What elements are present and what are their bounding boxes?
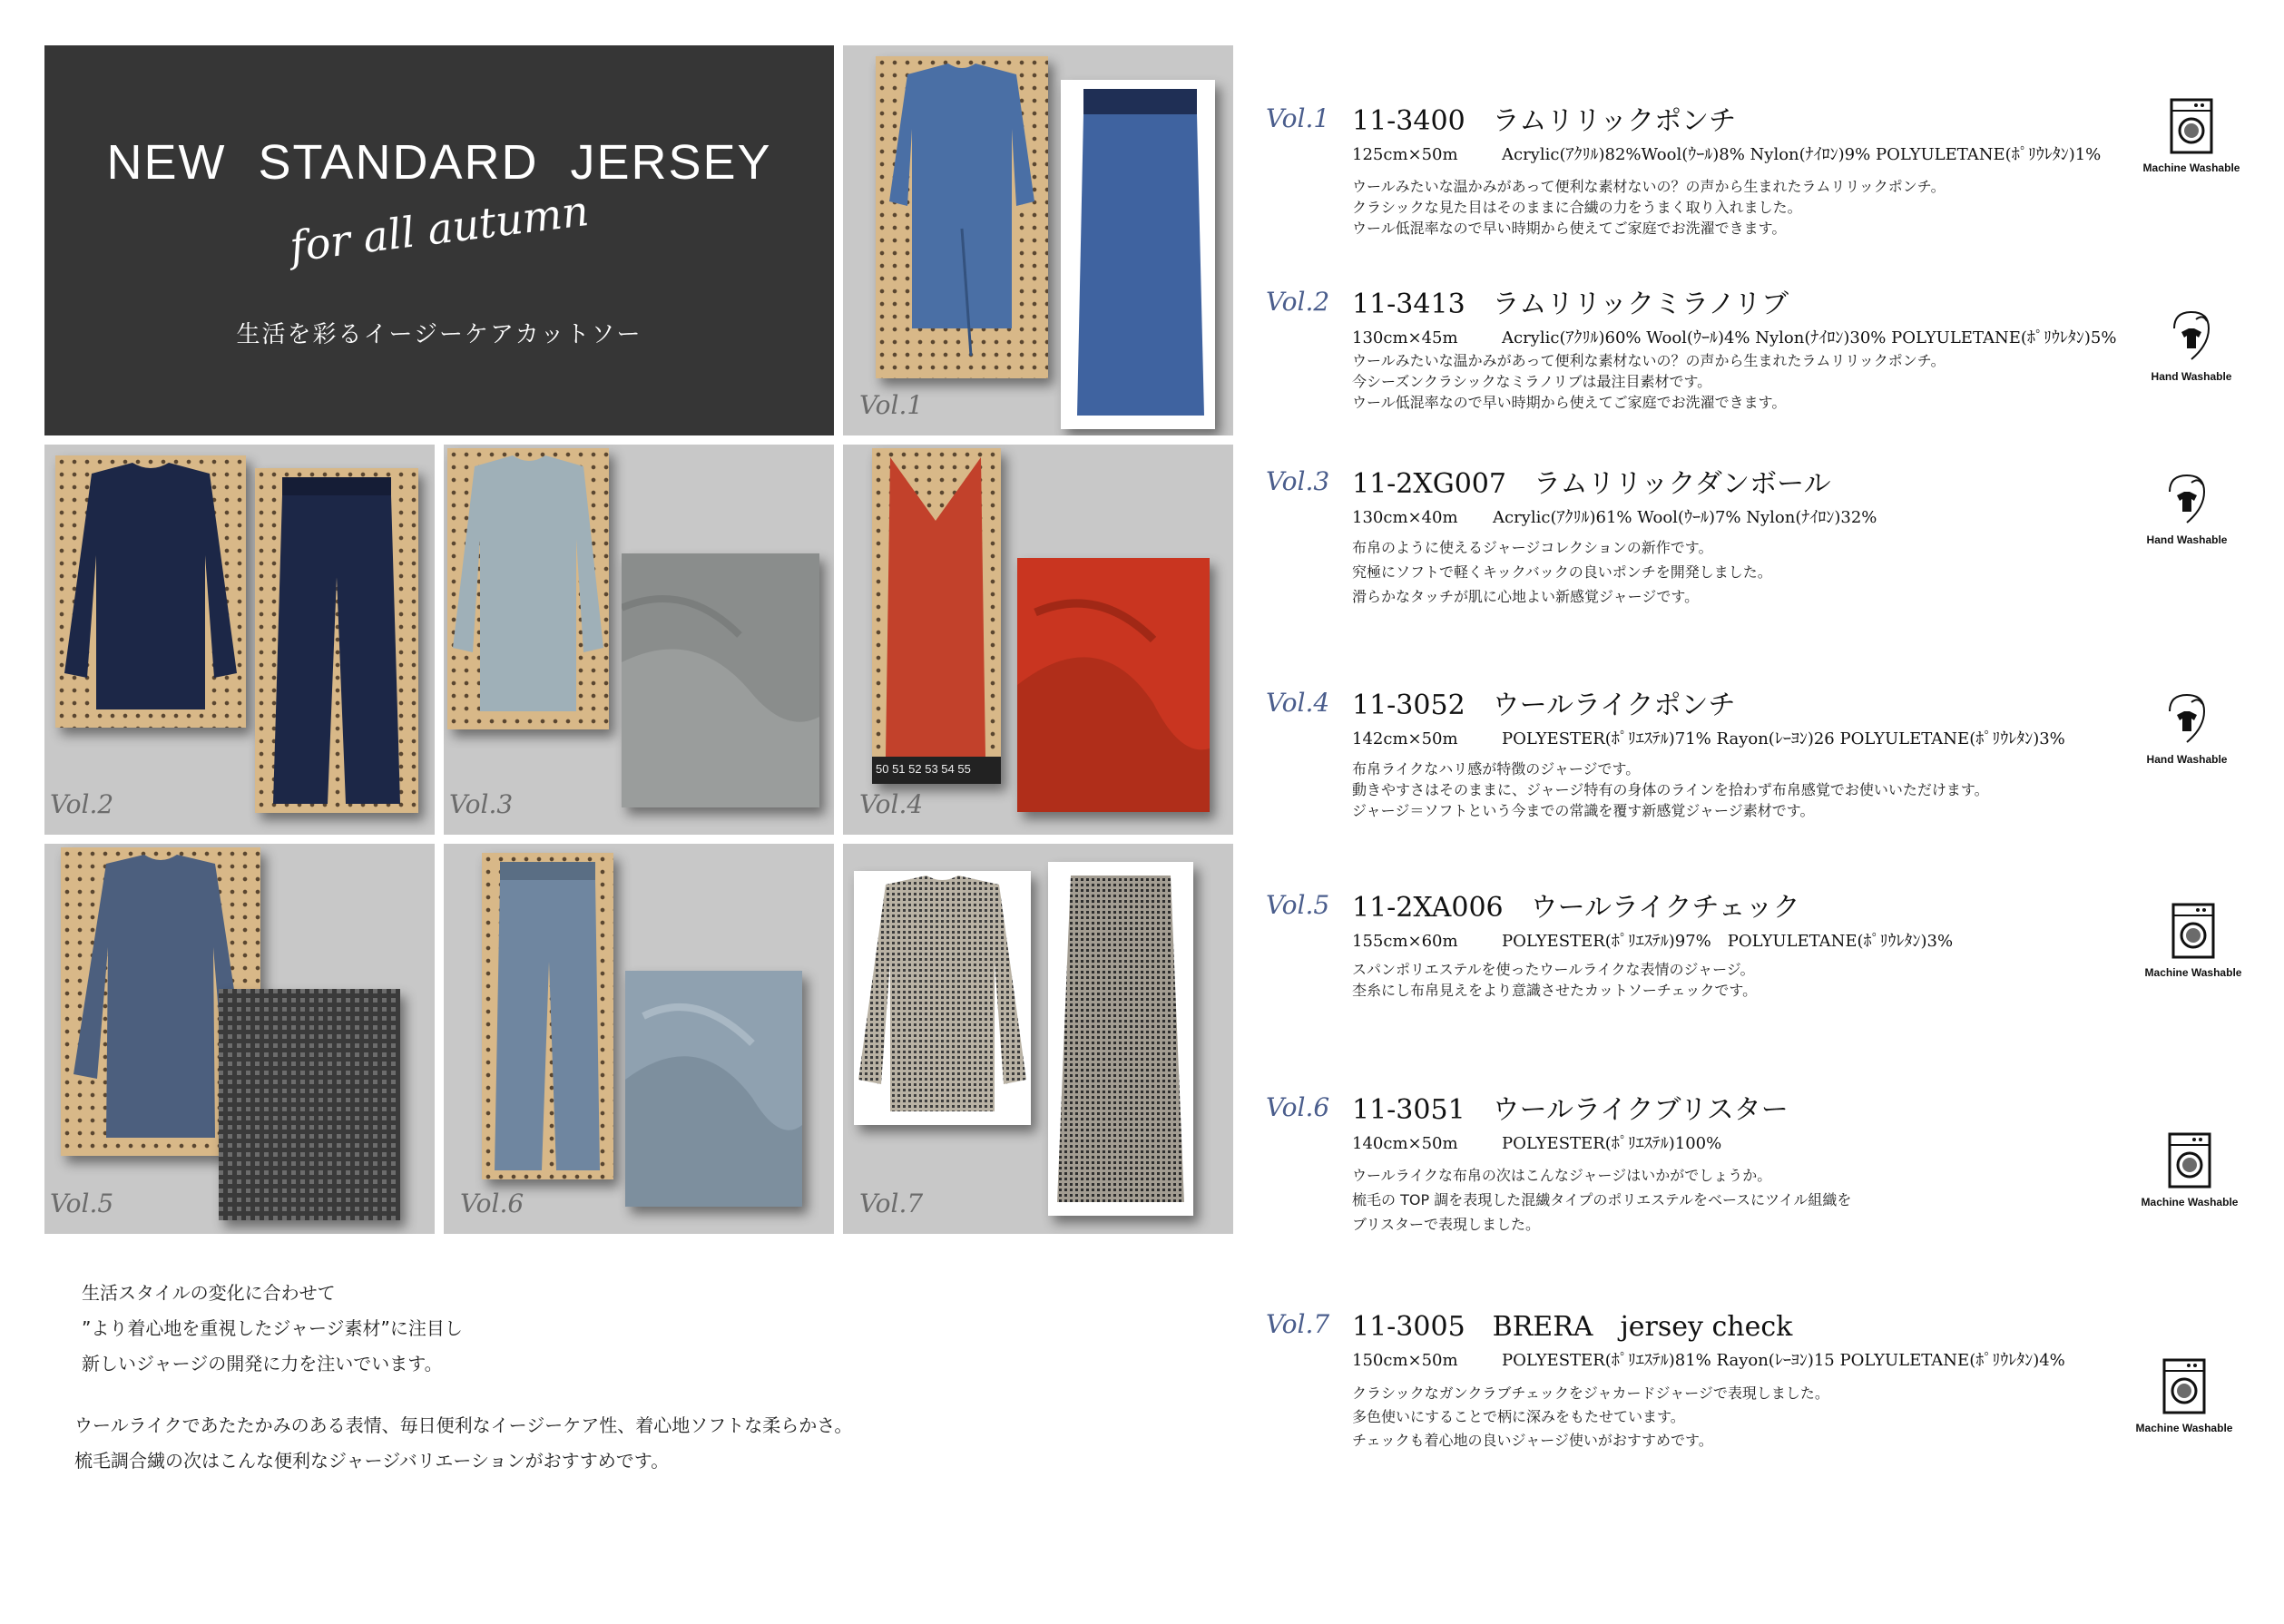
vol-label: Vol.3 xyxy=(449,789,514,819)
hand-wash-icon xyxy=(2164,691,2210,746)
washing-machine-icon xyxy=(2162,1358,2206,1414)
product-entry-vol5 xyxy=(1266,885,2273,1030)
care-label: Machine Washable xyxy=(2141,1196,2239,1208)
fabric-swatch xyxy=(622,553,819,807)
product-title: 11-3005 BRERA jersey check xyxy=(1352,1311,1793,1343)
care-badge xyxy=(2132,691,2241,766)
product-composition: POLYESTER(ﾎﾟﾘｴｽﾃﾙ)97% POLYULETANE(ﾎﾟﾘｳﾚﾀﾝ)3% xyxy=(1502,932,1954,951)
photo-panel-vol2 xyxy=(44,445,435,835)
product-title: 11-3413 ラムリリックミラノリブ xyxy=(1352,289,1789,320)
summary-paragraph xyxy=(74,1408,852,1479)
product-title: 11-3052 ウールライクポンチ xyxy=(1352,690,1736,721)
product-composition: Acrylic(ｱｸﾘﾙ)82%Wool(ｳｰﾙ)8% Nylon(ﾅｲﾛﾝ)9% POLYULETANE(ﾎﾟﾘｳﾚﾀﾝ)1% xyxy=(1502,145,2102,164)
hero-panel xyxy=(44,45,834,435)
product-description: ウールみたいな温かみがあって便利な素材ないの？の声から生まれたラムリリックポンチ。 今シーズンクラシックなミラノリブは最注目素材です。 ウール低混率なので早い時期から使えてご家庭でお洗濯できます。 xyxy=(1352,352,1946,411)
vol-label: Vol.7 xyxy=(859,1189,924,1218)
intro-line: ”より着心地を重視したジャージ素材”に注目し xyxy=(82,1317,463,1339)
product-entry-vol1 xyxy=(1266,98,2273,243)
photo-panel-vol1 xyxy=(843,45,1233,435)
washing-machine-icon xyxy=(2170,98,2213,154)
product-description: 布帛ライクなハリ感が特徴のジャージです。 動きやすさはそのままに、ジャージ特有の身体のラインを拾わず布帛感覚でお使いいただけます。 ジャージ＝ソフトという今までの常識を覆す新感覚ジャージ素材です。 xyxy=(1352,760,1989,819)
size-tags: 50 51 52 53 54 55 xyxy=(876,762,971,776)
product-entry-vol6 xyxy=(1266,1087,2273,1232)
product-spec xyxy=(1352,928,1953,952)
product-composition: POLYESTER(ﾎﾟﾘｴｽﾃﾙ)81% Rayon(ﾚｰﾖﾝ)15 POLYULETANE(ﾎﾟﾘｳﾚﾀﾝ)4% xyxy=(1502,1351,2065,1370)
care-label: Hand Washable xyxy=(2151,370,2232,383)
product-entry-vol3 xyxy=(1266,461,2273,606)
care-badge xyxy=(2139,903,2248,979)
vol-label: Vol.2 xyxy=(1266,287,1330,317)
product-size: 155cm×60m xyxy=(1352,932,1458,951)
vol-label: Vol.5 xyxy=(50,1189,114,1218)
vol-label: Vol.7 xyxy=(1266,1309,1330,1339)
product-spec xyxy=(1352,325,2116,348)
product-photo xyxy=(482,853,613,1179)
photo-panel-vol7 xyxy=(843,844,1233,1234)
care-label: Machine Washable xyxy=(2144,966,2242,979)
vol-label: Vol.2 xyxy=(50,789,114,819)
care-label: Machine Washable xyxy=(2142,161,2240,174)
hero-title: NEW STANDARD JERSEY xyxy=(106,135,772,190)
photo-panel-vol3 xyxy=(444,445,834,835)
product-composition: POLYESTER(ﾎﾟﾘｴｽﾃﾙ)100% xyxy=(1502,1134,1722,1153)
vol-label: Vol.1 xyxy=(1266,103,1330,133)
care-badge xyxy=(2137,98,2246,174)
photo-panel-vol6 xyxy=(444,844,834,1234)
fabric-swatch xyxy=(219,989,400,1220)
product-spec xyxy=(1352,726,2065,749)
product-title: 11-3051 ウールライクブリスター xyxy=(1352,1094,1789,1126)
vol-label: Vol.1 xyxy=(859,390,924,420)
product-spec xyxy=(1352,1130,1721,1154)
product-description: ウールみたいな温かみがあって便利な素材ないの？の声から生まれたラムリリックポンチ。 クラシックな見た目はそのままに合繊の力をうまく取り入れました。 ウール低混率なので早い時期から使えてご家庭でお洗濯できます。 xyxy=(1352,178,1946,237)
product-size: 125cm×50m xyxy=(1352,145,1458,164)
washing-machine-icon xyxy=(2171,903,2215,959)
intro-paragraph xyxy=(82,1276,463,1382)
washing-machine-icon xyxy=(2168,1132,2211,1189)
care-badge xyxy=(2135,1132,2244,1208)
care-badge xyxy=(2137,308,2246,383)
vol-label: Vol.6 xyxy=(1266,1092,1330,1122)
intro-line: 新しいジャージの開発に力を注いでいます。 xyxy=(82,1353,443,1375)
product-description: 布帛のように使えるジャージコレクションの新作です。 究極にソフトで軽くキックバックの良いポンチを開発しました。 滑らかなタッチが肌に心地よい新感覚ジャージです。 xyxy=(1352,539,1772,605)
intro-line: 生活スタイルの変化に合わせて xyxy=(82,1282,336,1304)
care-label: Machine Washable xyxy=(2135,1422,2233,1434)
product-description: クラシックなガンクラブチェックをジャカードジャージで表現しました。 多色使いにすることで柄に深みをもたせています。 チェックも着心地の良いジャージ使いがおすすめです。 xyxy=(1352,1384,1829,1449)
product-photo xyxy=(854,871,1031,1125)
care-badge xyxy=(2132,472,2241,546)
hand-wash-icon xyxy=(2164,472,2210,526)
care-badge xyxy=(2130,1358,2239,1434)
product-photo xyxy=(1048,862,1193,1216)
product-photo xyxy=(872,448,1001,784)
product-size: 140cm×50m xyxy=(1352,1134,1458,1153)
product-entry-vol4 xyxy=(1266,682,2273,827)
hero-subtitle: 生活を彩るイージーケアカットソー xyxy=(236,321,642,348)
product-title: 11-3400 ラムリリックポンチ xyxy=(1352,105,1737,137)
vol-label: Vol.6 xyxy=(460,1189,524,1218)
product-description: ウールライクな布帛の次はこんなジャージはいかがでしょうか。 梳毛の TOP 調を表現した混繊タイプのポリエステルをベースにツイル組織を ブリスターで表現しました。 xyxy=(1352,1167,1852,1233)
product-spec xyxy=(1352,504,1877,528)
product-entry-vol2 xyxy=(1266,281,2273,426)
product-title: 11-2XG007 ラムリリックダンボール xyxy=(1352,468,1831,500)
product-photo xyxy=(255,468,418,813)
product-photo xyxy=(876,56,1048,378)
product-composition: Acrylic(ｱｸﾘﾙ)61% Wool(ｳｰﾙ)7% Nylon(ﾅｲﾛﾝ)32% xyxy=(1493,508,1877,527)
product-photo xyxy=(447,448,609,729)
summary-line: ウールライクであたたかみのある表情、毎日便利なイージーケア性、着心地ソフトな柔らかさ。 xyxy=(74,1414,853,1436)
vol-label: Vol.4 xyxy=(1266,688,1330,718)
fabric-swatch xyxy=(625,971,802,1207)
product-photo xyxy=(55,455,246,728)
product-size: 150cm×50m xyxy=(1352,1351,1458,1370)
vol-label: Vol.4 xyxy=(859,789,924,819)
product-size: 142cm×50m xyxy=(1352,729,1458,748)
hand-wash-icon xyxy=(2169,308,2214,363)
vol-label: Vol.5 xyxy=(1266,890,1330,920)
product-photo xyxy=(1061,80,1215,429)
photo-panel-vol4 xyxy=(843,445,1233,835)
product-title: 11-2XA006 ウールライクチェック xyxy=(1352,892,1800,924)
product-spec xyxy=(1352,142,2101,165)
hero-script: for all autumn xyxy=(287,186,592,271)
care-label: Hand Washable xyxy=(2146,753,2228,766)
product-spec xyxy=(1352,1347,2065,1371)
photo-panel-vol5 xyxy=(44,844,435,1234)
product-entry-vol7 xyxy=(1266,1304,2273,1458)
summary-line: 梳毛調合繊の次はこんな便利なジャージバリエーションがおすすめです。 xyxy=(74,1450,670,1472)
product-composition: POLYESTER(ﾎﾟﾘｴｽﾃﾙ)71% Rayon(ﾚｰﾖﾝ)26 POLYULETANE(ﾎﾟﾘｳﾚﾀﾝ)3% xyxy=(1502,729,2065,748)
product-description: スパンポリエステルを使ったウールライクな表情のジャージ。 杢糸にし布帛見えをより意識させたカットソーチェックです。 xyxy=(1352,961,1758,999)
product-size: 130cm×40m xyxy=(1352,508,1458,527)
care-label: Hand Washable xyxy=(2146,533,2228,546)
fabric-swatch xyxy=(1017,558,1210,812)
vol-label: Vol.3 xyxy=(1266,466,1330,496)
product-composition: Acrylic(ｱｸﾘﾙ)60% Wool(ｳｰﾙ)4% Nylon(ﾅｲﾛﾝ)30% POLYULETANE(ﾎﾟﾘｳﾚﾀﾝ)5% xyxy=(1502,328,2117,347)
product-size: 130cm×45m xyxy=(1352,328,1458,347)
